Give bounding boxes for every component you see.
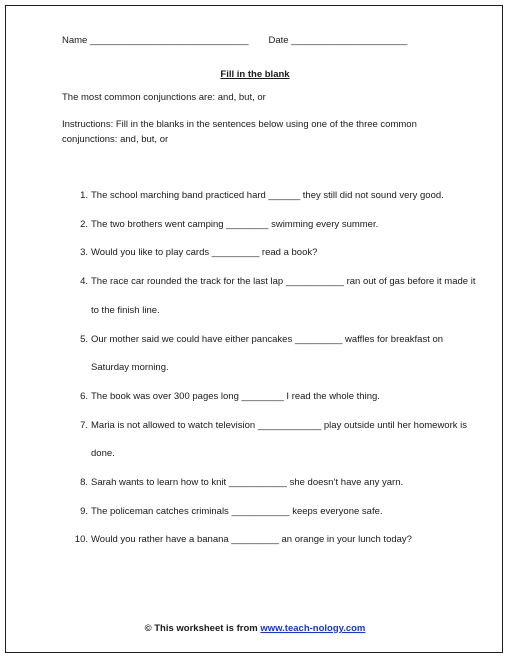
question-item-4 [62, 268, 482, 325]
question-text: Our mother said we could have either pancakes _________ waffles for breakfast on Saturday morning. [91, 333, 444, 374]
question-item-7 [62, 412, 482, 469]
name-field: Name ______________________________ [62, 35, 249, 46]
question-text: The policeman catches criminals ___________ keeps everyone safe. [91, 505, 383, 517]
question-item-1 [62, 182, 482, 211]
question-item-2 [62, 211, 482, 240]
question-number: 6. [80, 390, 88, 402]
intro-text: The most common conjunctions are: and, but, or [62, 92, 266, 103]
question-list [62, 182, 482, 555]
question-number: 3. [80, 247, 88, 259]
question-text: The school marching band practiced hard ______ they still did not sound very good. [91, 190, 444, 201]
question-text: The book was over 300 pages long ________ I read the whole thing. [91, 390, 380, 402]
worksheet-title: Fill in the blank [220, 69, 290, 80]
question-number: 2. [80, 218, 88, 230]
question-item-3 [62, 239, 482, 268]
question-text: Would you like to play cards _________ read a book? [91, 247, 318, 259]
question-number: 9. [80, 505, 88, 517]
question-item-5 [62, 326, 482, 383]
question-text: The race car rounded the track for the last lap ___________ ran out of gas before it made it to the finish line. [91, 276, 476, 316]
question-number: 4. [80, 276, 88, 288]
question-number: 1. [80, 190, 88, 201]
footer-prefix: © This worksheet is from [144, 623, 261, 634]
footer-link[interactable]: www.teach-nology.com [260, 623, 366, 634]
question-number: 8. [80, 477, 88, 489]
question-text: Sarah wants to learn how to knit ___________ she doesn’t have any yarn. [91, 477, 404, 489]
question-number: 10. [74, 534, 88, 546]
worksheet-page [5, 5, 503, 653]
question-item-9 [62, 498, 482, 527]
question-item-6 [62, 383, 482, 412]
question-number: 7. [80, 419, 88, 431]
footer-credit [6, 623, 504, 634]
question-item-8 [62, 469, 482, 498]
question-text: Maria is not allowed to watch television ____________ play outside until her homework is done. [91, 419, 467, 460]
question-text: The two brothers went camping ________ swimming every summer. [91, 218, 379, 230]
question-text: Would you rather have a banana _________ an orange in your lunch today? [91, 534, 412, 546]
instructions-text: Instructions: Fill in the blanks in the sentences below using one of the three common conjunctions: and, but, or [62, 119, 417, 145]
question-number: 5. [80, 333, 88, 345]
date-field: Date ______________________ [268, 35, 408, 46]
header-row [62, 35, 407, 46]
question-item-10 [62, 526, 482, 555]
